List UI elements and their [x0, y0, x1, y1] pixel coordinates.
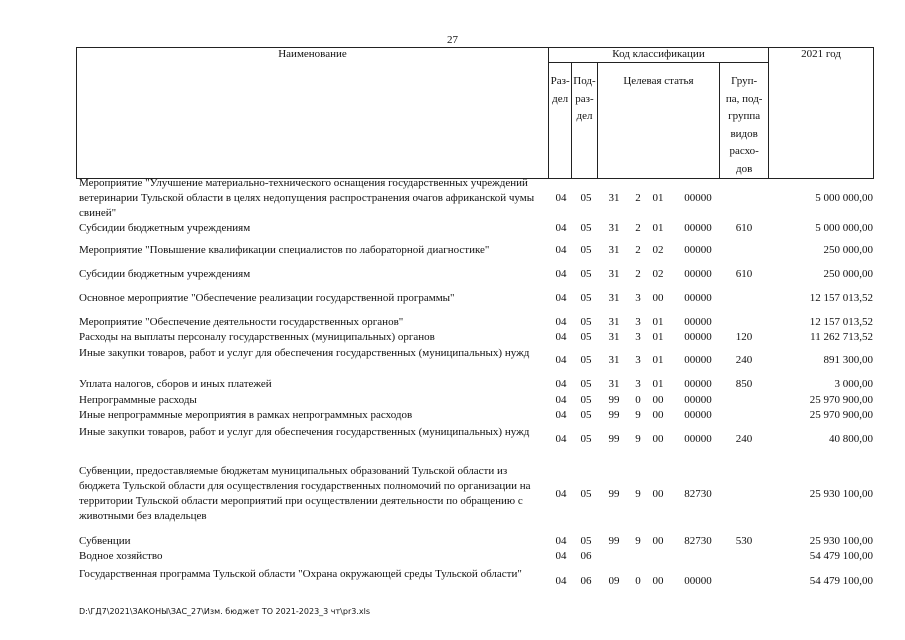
row-target-direction: 00000: [684, 331, 712, 343]
row-target-event: 00: [652, 292, 664, 304]
row-target-type: 3: [635, 378, 641, 390]
row-target-event: 01: [652, 378, 664, 390]
row-target-program: 99: [608, 488, 620, 500]
header-group: Груп- па, под- группа видов расхо- дов: [725, 75, 763, 175]
row-target-event: 00: [652, 488, 664, 500]
row-target-program: 09: [608, 575, 620, 587]
row-name: Иные непрограммные мероприятия в рамках непрограммных расходов: [79, 409, 413, 421]
row-name: Государственная программа Тульской области "Охрана окружающей среды Тульской области": [79, 568, 522, 580]
header-classification: Код классификации: [549, 48, 769, 63]
row-name: Мероприятие "Обеспечение деятельности государственных органов": [79, 316, 404, 328]
row-target-direction: 00000: [684, 575, 712, 587]
row-razdel: 04: [555, 316, 567, 328]
row-target-program: 99: [608, 535, 620, 547]
row-amount: 5 000 000,00: [815, 222, 873, 234]
row-target-type: 3: [635, 316, 641, 328]
row-name: Мероприятие "Улучшение материально-технического оснащения государственных учреждений ветеринарии Тульской области в целях недопущения распространения очагов африканской чумы свиней": [79, 177, 535, 219]
row-target-program: 31: [608, 268, 620, 280]
row-podrazdel: 05: [580, 409, 592, 421]
row-expense-group: 610: [735, 222, 753, 234]
row-podrazdel: 05: [580, 292, 592, 304]
row-podrazdel: 05: [580, 354, 592, 366]
row-target-direction: 00000: [684, 192, 712, 204]
row-amount: 12 157 013,52: [809, 316, 873, 328]
row-target-program: 99: [608, 409, 620, 421]
row-razdel: 04: [555, 268, 567, 280]
row-target-program: 31: [608, 331, 620, 343]
row-amount: 12 157 013,52: [809, 292, 873, 304]
file-path-footer: D:\ГД7\2021\ЗАКОНЫ\ЗАС_27\Изм. бюджет ТО 2021-2023_3 чт\pr3.xls: [79, 607, 370, 616]
row-target-direction: 00000: [684, 268, 712, 280]
row-name: Иные закупки товаров, работ и услуг для обеспечения государственных (муниципальных) нужд: [79, 347, 530, 359]
row-razdel: 04: [555, 394, 567, 406]
row-target-event: 01: [652, 222, 664, 234]
row-target-direction: 00000: [684, 378, 712, 390]
row-target-program: 31: [608, 316, 620, 328]
row-podrazdel: 05: [580, 394, 592, 406]
row-target-program: 31: [608, 244, 620, 256]
row-amount: 25 930 100,00: [809, 535, 873, 547]
row-target-direction: 82730: [684, 535, 712, 547]
row-target-program: 31: [608, 378, 620, 390]
row-expense-group: 120: [735, 331, 753, 343]
row-amount: 40 800,00: [829, 433, 873, 445]
row-target-direction: 00000: [684, 292, 712, 304]
row-expense-group: 240: [735, 354, 753, 366]
header-target: Целевая статья: [623, 75, 694, 87]
row-target-event: 01: [652, 354, 664, 366]
row-target-direction: 00000: [684, 244, 712, 256]
row-target-event: 01: [652, 316, 664, 328]
header-year: 2021 год: [769, 48, 874, 179]
row-name: Субвенции: [79, 535, 131, 547]
header-name: Наименование: [77, 48, 549, 179]
row-razdel: 04: [555, 409, 567, 421]
row-target-direction: 00000: [684, 433, 712, 445]
row-razdel: 04: [555, 244, 567, 256]
row-target-type: 0: [635, 394, 641, 406]
row-name: Расходы на выплаты персоналу государственных (муниципальных) органов: [79, 331, 435, 343]
row-target-type: 2: [635, 268, 641, 280]
row-name: Водное хозяйство: [79, 550, 163, 562]
row-razdel: 04: [555, 535, 567, 547]
row-target-type: 9: [635, 433, 641, 445]
row-podrazdel: 06: [580, 575, 592, 587]
row-amount: 5 000 000,00: [815, 192, 873, 204]
row-target-event: 00: [652, 535, 664, 547]
row-target-type: 9: [635, 488, 641, 500]
header-razdel: Раз- дел: [550, 75, 570, 105]
row-name: Субсидии бюджетным учреждениям: [79, 268, 251, 280]
row-podrazdel: 05: [580, 433, 592, 445]
row-target-event: 00: [652, 394, 664, 406]
row-target-direction: 00000: [684, 354, 712, 366]
row-target-program: 31: [608, 354, 620, 366]
row-podrazdel: 05: [580, 192, 592, 204]
page-number: 27: [447, 34, 458, 46]
row-name: Основное мероприятие "Обеспечение реализации государственной программы": [79, 292, 455, 304]
row-podrazdel: 05: [580, 316, 592, 328]
row-razdel: 04: [555, 550, 567, 562]
row-expense-group: 530: [735, 535, 753, 547]
row-target-type: 2: [635, 192, 641, 204]
row-target-type: 2: [635, 222, 641, 234]
row-amount: 54 479 100,00: [809, 550, 873, 562]
row-name: Субсидии бюджетным учреждениям: [79, 222, 251, 234]
row-podrazdel: 05: [580, 268, 592, 280]
row-target-program: 31: [608, 292, 620, 304]
row-amount: 250 000,00: [823, 244, 873, 256]
row-podrazdel: 05: [580, 488, 592, 500]
classification-header-table: [76, 47, 874, 179]
row-razdel: 04: [555, 575, 567, 587]
row-name: Мероприятие "Повышение квалификации специалистов по лабораторной диагностике": [79, 244, 490, 256]
row-target-event: 00: [652, 433, 664, 445]
row-razdel: 04: [555, 378, 567, 390]
row-razdel: 04: [555, 331, 567, 343]
row-podrazdel: 05: [580, 222, 592, 234]
row-razdel: 04: [555, 433, 567, 445]
row-name: Уплата налогов, сборов и иных платежей: [79, 378, 272, 390]
row-target-program: 99: [608, 433, 620, 445]
row-target-type: 9: [635, 535, 641, 547]
row-name: Непрограммные расходы: [79, 394, 197, 406]
row-amount: 3 000,00: [834, 378, 873, 390]
row-podrazdel: 05: [580, 378, 592, 390]
row-razdel: 04: [555, 354, 567, 366]
row-podrazdel: 06: [580, 550, 592, 562]
row-amount: 250 000,00: [823, 268, 873, 280]
row-target-program: 31: [608, 222, 620, 234]
row-podrazdel: 05: [580, 535, 592, 547]
row-amount: 25 930 100,00: [809, 488, 873, 500]
row-amount: 25 970 900,00: [809, 394, 873, 406]
row-target-event: 00: [652, 409, 664, 421]
row-amount: 25 970 900,00: [809, 409, 873, 421]
row-target-direction: 00000: [684, 409, 712, 421]
row-target-type: 0: [635, 575, 641, 587]
row-target-type: 3: [635, 354, 641, 366]
row-target-direction: 00000: [684, 394, 712, 406]
row-target-type: 9: [635, 409, 641, 421]
row-name: Субвенции, предоставляемые бюджетам муниципальных образований Тульской области из бюджета Тульской области для осуществления государственных полномочий по организации на территории Тульской области мероприятий при осуществлении деятельности по обращению с животными без владельцев: [79, 465, 531, 522]
row-target-event: 00: [652, 575, 664, 587]
row-amount: 11 262 713,52: [810, 331, 873, 343]
row-amount: 891 300,00: [823, 354, 873, 366]
row-razdel: 04: [555, 192, 567, 204]
row-target-program: 99: [608, 394, 620, 406]
row-razdel: 04: [555, 222, 567, 234]
row-target-event: 02: [652, 268, 664, 280]
row-target-type: 2: [635, 244, 641, 256]
row-target-event: 02: [652, 244, 664, 256]
row-target-program: 31: [608, 192, 620, 204]
row-podrazdel: 05: [580, 244, 592, 256]
row-target-type: 3: [635, 331, 641, 343]
row-name: Иные закупки товаров, работ и услуг для обеспечения государственных (муниципальных) нужд: [79, 426, 530, 438]
row-target-type: 3: [635, 292, 641, 304]
row-expense-group: 850: [735, 378, 753, 390]
row-podrazdel: 05: [580, 331, 592, 343]
row-expense-group: 240: [735, 433, 753, 445]
row-amount: 54 479 100,00: [809, 575, 873, 587]
row-target-direction: 82730: [684, 488, 712, 500]
row-target-direction: 00000: [684, 316, 712, 328]
row-target-direction: 00000: [684, 222, 712, 234]
header-podrazdel: Под- раз- дел: [573, 75, 596, 122]
row-razdel: 04: [555, 292, 567, 304]
row-target-event: 01: [652, 331, 664, 343]
row-target-event: 01: [652, 192, 664, 204]
row-razdel: 04: [555, 488, 567, 500]
row-expense-group: 610: [735, 268, 753, 280]
